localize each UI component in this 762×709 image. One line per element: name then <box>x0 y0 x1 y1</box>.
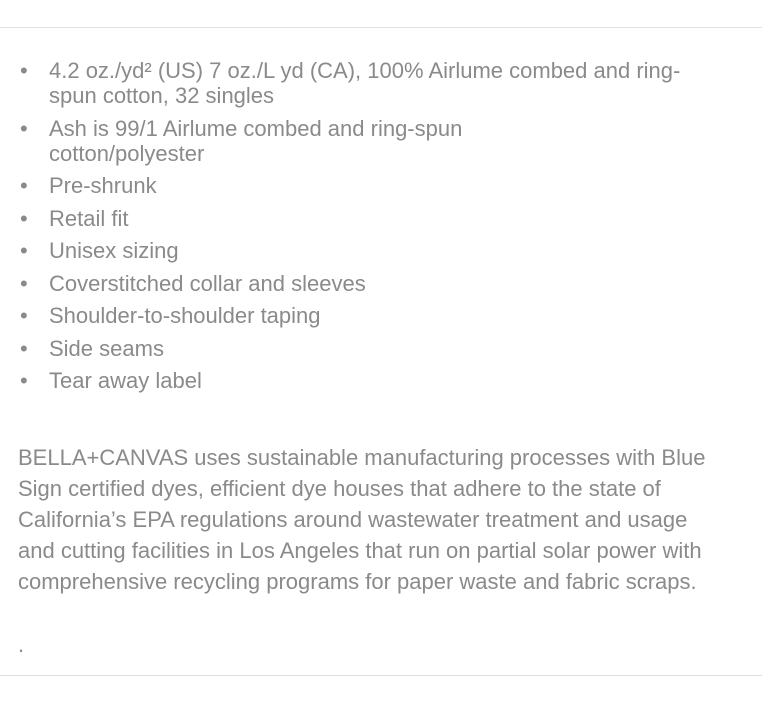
bullet-icon: • <box>20 238 28 263</box>
feature-item <box>18 58 689 108</box>
feature-item <box>18 206 709 231</box>
feature-item <box>18 368 709 393</box>
bullet-icon: • <box>20 173 28 198</box>
feature-text: Retail fit <box>49 205 129 231</box>
feature-text: Coverstitched collar and sleeves <box>49 270 366 296</box>
bullet-icon: • <box>20 270 28 296</box>
sustainability-description: BELLA+CANVAS uses sustainable manufacturing processes with Blue Sign certified dyes, efficient dye houses that adhere to the state of California’s EPA regulations around wastewater treatment and usage and cutting facilities in Los Angeles that run on partial solar power with comprehensive recycling programs for paper waste and fabric scraps. <box>18 445 706 594</box>
product-details <box>0 58 762 401</box>
bottom-divider <box>0 675 762 676</box>
feature-item <box>18 336 709 361</box>
feature-item <box>18 173 709 198</box>
feature-text: Pre-shrunk <box>49 173 157 198</box>
feature-text: 4.2 oz./yd² (US) 7 oz./L yd (CA), 100% Airlume combed and ring-spun cotton, 32 singles <box>49 58 681 108</box>
top-divider <box>0 27 762 28</box>
feature-item <box>18 116 499 166</box>
feature-text: Shoulder-to-shoulder taping <box>49 303 321 328</box>
feature-text: Unisex sizing <box>49 238 179 263</box>
bullet-icon: • <box>20 205 28 231</box>
trailing-text: . <box>18 632 25 657</box>
bullet-icon: • <box>20 368 28 393</box>
feature-text: Tear away label <box>49 368 202 393</box>
bullet-icon: • <box>20 115 28 141</box>
bullet-icon: • <box>20 335 28 361</box>
feature-list <box>0 58 762 393</box>
feature-item <box>18 238 709 263</box>
feature-text: Side seams <box>49 335 164 361</box>
feature-item <box>18 271 709 296</box>
bullet-icon: • <box>20 58 28 83</box>
feature-text: Ash is 99/1 Airlume combed and ring-spun cotton/polyester <box>49 115 463 166</box>
feature-item <box>18 303 709 328</box>
bullet-icon: • <box>20 303 28 328</box>
